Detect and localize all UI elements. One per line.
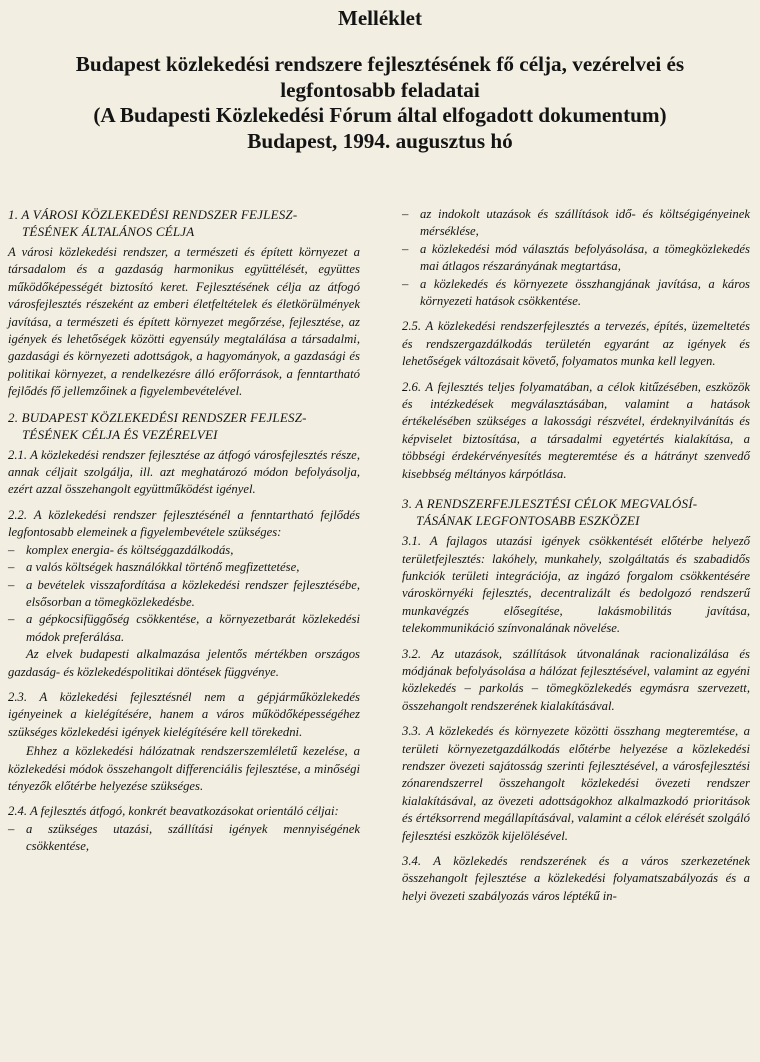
list-2-2 [8, 542, 360, 646]
list-item: – az indokolt utazások és szállítások idő- és költségigényeinek mérséklése, [402, 206, 750, 241]
section-1-heading [8, 206, 360, 240]
section-3-heading-line-1: 3. A RENDSZERFEJLESZTÉSI CÉLOK MEGVALÓSÍ- [402, 496, 698, 512]
list-item: – a szükséges utazási, szállítási igények mennyiségének csökkentése, [8, 821, 360, 856]
section-3-heading [402, 495, 750, 529]
paragraph-2-1: 2.1. A közlekedési rendszer fejlesztése az átfogó városfejlesztés része, annak céljait szolgálja, ill. azt meghatározó módon befolyásolja, ezért azzal összehangolt együttműködést igényel. [8, 447, 360, 497]
list-item: – a bevételek visszafordítása a közlekedési rendszer fejlesztésébe, elsősorban a tömegközlekedésbe. [8, 577, 360, 612]
appendix-label: Melléklet [338, 6, 422, 30]
section-1-heading-line-2: TÉSÉNEK ÁLTALÁNOS CÉLJA [22, 224, 195, 239]
section-2-heading-line-1: 2. BUDAPEST KÖZLEKEDÉSI RENDSZER FEJLESZ- [8, 409, 307, 425]
section-3-heading-line-2: TÁSÁNAK LEGFONTOSABB ESZKÖZEI [416, 513, 640, 529]
list-2-4-continued [402, 206, 750, 310]
section-1-heading-line-1: 1. A VÁROSI KÖZLEKEDÉSI RENDSZER FEJLESZ- [8, 207, 298, 222]
document-title-line-3: (A Budapesti Közlekedési Fórum által elfogadott dokumentum) [93, 103, 667, 127]
paragraph-3-1: 3.1. A fajlagos utazási igények csökkentését előtérbe helyező területfejlesztés: lakóhely, munkahely, szolgáltatás és szabadidős funkciók területi integrációja, az ingázó forgalom csökkentésére városkörnyéki fejlesztés, decentralizált és bedolgozó rendszerű munkavégzés elősegítése, lakásmobilitás javítása, telekommunikáció színvonalának növelése. [402, 534, 750, 636]
paragraph-2-6: 2.6. A fejlesztés teljes folyamatában, a célok kitűzésében, eszközök és intézkedések megválasztásában, valamint a hatások értékelésében szükséges a lakossági részvétel, érdeknyilvánítás és képviselet biztosítása, a társadalmi egyetértés kialakítása, a többségi érdekérvényesítés megteremtése és a hátrányt szenvedő kisebbség méltányos kárpótlása. [402, 379, 750, 481]
list-item: – a valós költségek használókkal történő megfizettetése, [8, 559, 360, 576]
document-title-line-4: Budapest, 1994. augusztus hó [247, 128, 513, 153]
paragraph-2-3: 2.3. A közlekedési fejlesztésnél nem a gépjárműközlekedés igényeinek a kielégítésére, hanem a város működőképességéhez szükséges közlekedési igények kielégítésére kell törekedni. [8, 689, 360, 739]
section-2-heading [8, 409, 360, 443]
list-item: – a gépkocsifüggőség csökkentése, a környezetbarát közlekedési módok preferálása. [8, 611, 360, 646]
list-2-4 [8, 821, 360, 856]
list-item: – komplex energia- és költséggazdálkodás, [8, 542, 360, 559]
left-column [8, 206, 360, 856]
document-header [0, 6, 760, 154]
right-column [402, 206, 750, 913]
list-item: – a közlekedési mód választás befolyásolása, a tömegközlekedés mai átlagos részarányának megtartása, [402, 241, 750, 276]
paragraph-2-5: 2.5. A közlekedési rendszerfejlesztés a tervezés, építés, üzemeltetés és rendszergazdálkodás területén egyaránt az igények és lehetőségek változásait követő, folyamatos munka kell legyen. [402, 319, 750, 369]
paragraph-3-3: 3.3. A közlekedés és környezete közötti összhang megteremtése, a területi környezetgazdálkodás előtérbe helyezése a közlekedési rendszer övezeti sajátosság szerinti fejlesztésével, a városfejlesztési zónarendszerrel összehangolt közlekedési övezeti rendszer kialakításával, az övezeti adottságokhoz alkalmazkodó prioritások és értéksorrend megállapításával, valamint a célok elérését szolgáló fejlesztési eszközök kijelölésével. [402, 724, 750, 843]
section-1-paragraph: A városi közlekedési rendszer, a természeti és épített környezet a társadalom és a gazdaság harmonikus együttélését, együttes működőképességét biztosító keret. Fejlesztésének célja az átfogó városfejlesztés részeként az emberi életfeltételek és életkörülmények javítása, a természeti és épített környezet megőrzése, fejlesztése, az igények és lehetőségek közötti egyensúly megtalálása a társadalmi, gazdasági és környezeti adottságok, a hagyományok, a gazdasági és politikai környezet, a rendelkezésre álló erőforrások, a fenntartható fejlődés fő jellemzőinek a figyelembevételével. [8, 245, 360, 399]
paragraph-2-2-tail: Az elvek budapesti alkalmazása jelentős mértékben országos gazdaság- és közlekedéspolitikai döntések függvénye. [8, 647, 360, 679]
list-item: – a közlekedés és környezete összhangjának javítása, a káros környezeti hatások csökkentése. [402, 276, 750, 311]
document-title-line-1: Budapest közlekedési rendszere fejlesztésének fő célja, vezérelvei és [75, 52, 685, 76]
paragraph-3-2: 3.2. Az utazások, szállítások útvonalának racionalizálása és módjának befolyásolása a hálózat fejlesztésével, valamint az egyéni közlekedés – parkolás – tömegközlekedés egymásra szervezett, összehangolt rendszerének kialakításával. [402, 646, 750, 713]
section-2-heading-line-2: TÉSÉNEK CÉLJA ÉS VEZÉRELVEI [22, 426, 218, 442]
document-title-line-2: legfontosabb feladatai [280, 77, 480, 102]
paragraph-2-2: 2.2. A közlekedési rendszer fejlesztésénél a fenntartható fejlődés legfontosabb elemeinek a figyelembevétele szükséges: [8, 507, 360, 540]
paragraph-2-4: 2.4. A fejlesztés átfogó, konkrét beavatkozásokat orientáló céljai: [8, 804, 339, 819]
paragraph-2-3-tail: Ehhez a közlekedési hálózatnak rendszerszemléletű kezelése, a közlekedési módok összehangolt differenciális fejlesztése, a minőségi tényezők előtérbe helyezése szükséges. [8, 744, 360, 793]
paragraph-3-4: 3.4. A közlekedés rendszerének és a város szerkezetének összehangolt fejlesztése a közlekedési folyamatszabályozás és a helyi övezeti szabályozás város léptékű in- [402, 854, 750, 903]
